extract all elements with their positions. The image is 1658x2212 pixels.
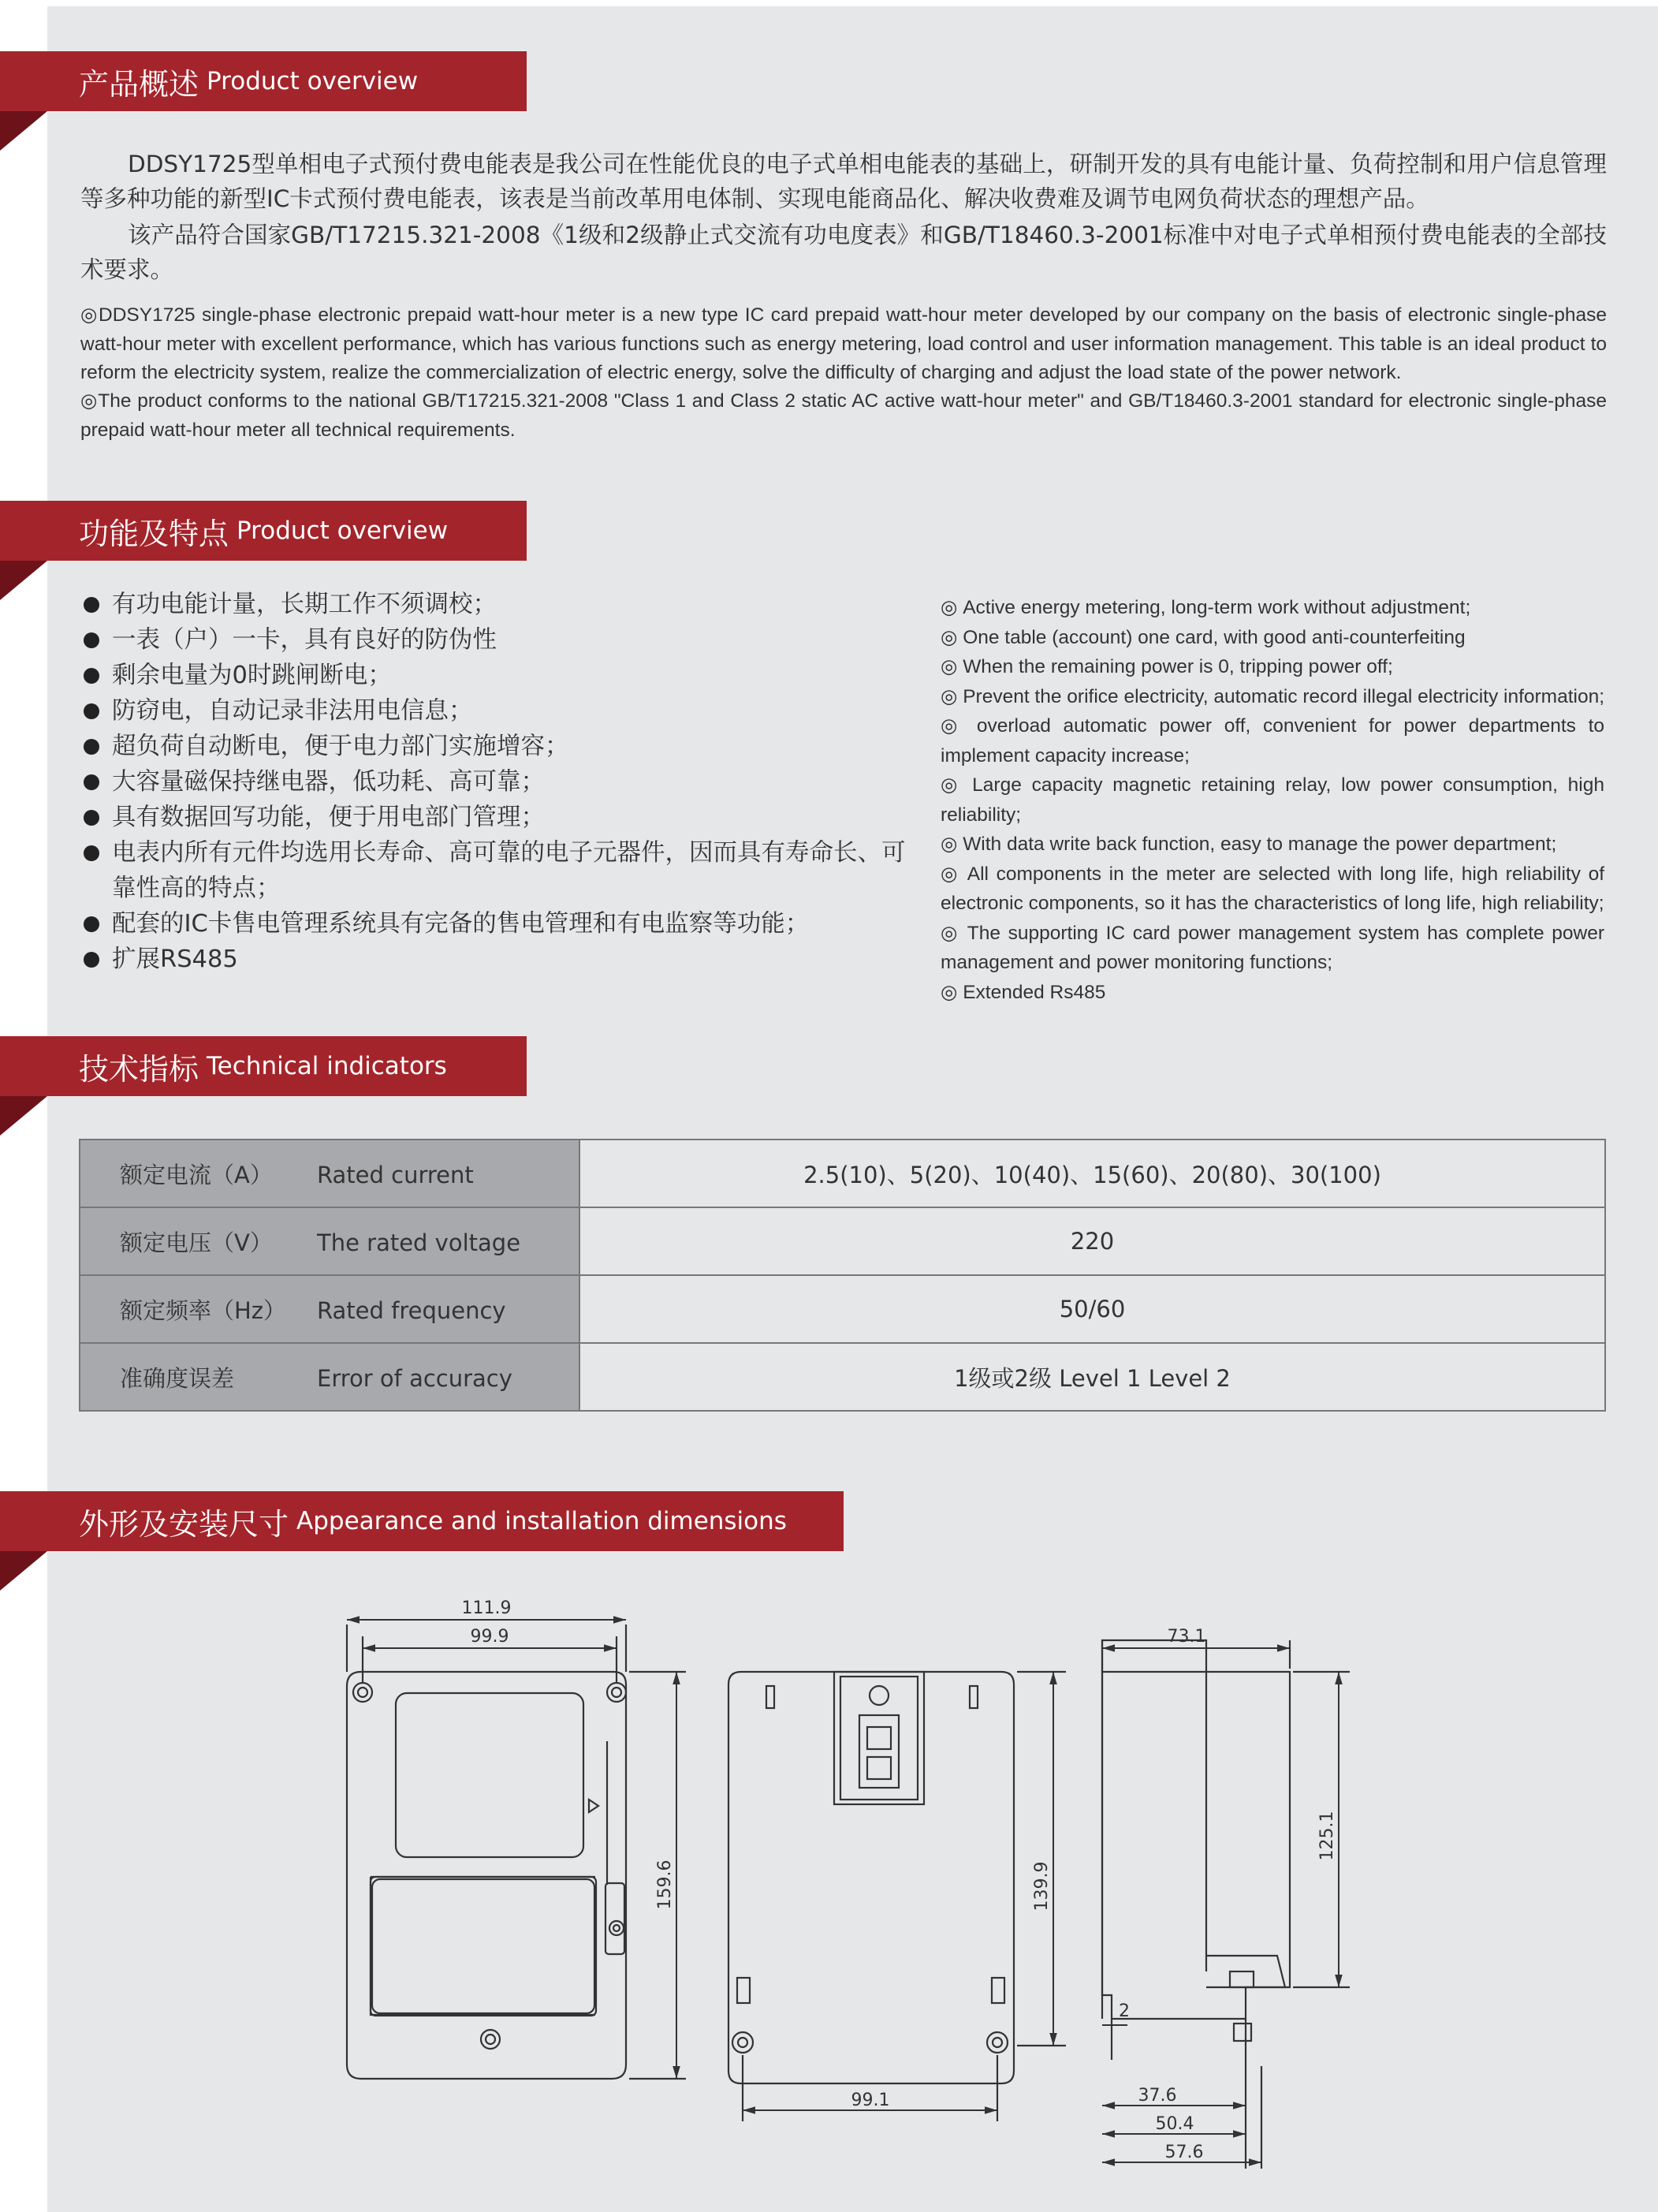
dim-label-back-height: 139.9 <box>1032 1861 1052 1912</box>
section-title-en: Technical indicators <box>207 1052 447 1080</box>
spec-value: 220 <box>579 1207 1605 1275</box>
section-title-en: Product overview <box>237 517 449 545</box>
spec-label-en: Rated frequency <box>317 1296 506 1324</box>
dim-label-side-height: 125.1 <box>1317 1811 1337 1861</box>
feature-item-zh: 电表内所有元件均选用长寿命、高可靠的电子元器件，因而具有寿命长、可靠性高的特点； <box>80 835 908 906</box>
dim-label-front-width-inner: 99.9 <box>470 1627 509 1647</box>
section-title-zh: 产品概述 <box>79 66 199 102</box>
feature-item-en: ◎ One table (account) one card, with good anti-counterfeiting <box>941 623 1604 653</box>
spec-label-en: The rated voltage <box>317 1229 521 1256</box>
feature-item-zh: 具有数据回写功能，便于用电部门管理； <box>80 800 908 835</box>
feature-item-zh: 一表（户）一卡，具有良好的防伪性 <box>80 622 908 658</box>
feature-item-en: ◎ Prevent the orifice electricity, automatic record illegal electricity information; <box>941 682 1604 712</box>
spec-label-en: Rated current <box>317 1161 474 1188</box>
dim-label-front-width-outer: 111.9 <box>461 1598 512 1618</box>
feature-item-en: ◎ Active energy metering, long-term work without adjustment; <box>941 593 1604 623</box>
feature-item-en: ◎ overload automatic power off, convenient for power departments to implement capacity increase; <box>941 711 1604 770</box>
dim-label-side-d1: 37.6 <box>1138 2086 1177 2106</box>
feature-item-en: ◎ Large capacity magnetic retaining relay, low power consumption, high reliability; <box>941 770 1604 830</box>
section-title-en: Product overview <box>207 67 419 95</box>
spec-label-zh: 额定电压（V） <box>120 1229 273 1256</box>
section-title-en: Appearance and installation dimensions <box>296 1507 787 1535</box>
dim-label-side-step: 2 <box>1119 2001 1130 2021</box>
feature-item-zh: 剩余电量为0时跳闸断电； <box>80 658 908 693</box>
feature-item-zh: 扩展RS485 <box>80 942 908 977</box>
overview-paragraph-zh-2: 该产品符合国家GB/T17215.321-2008《1级和2级静止式交流有功电度表》和GB/T18460.3-2001标准中对电子式单相预付费电能表的全部技术要求。 <box>80 222 1607 283</box>
spec-value: 2.5(10)、5(20)、10(40)、15(60)、20(80)、30(100) <box>579 1140 1605 1207</box>
feature-item-en: ◎ When the remaining power is 0, tripping power off; <box>941 652 1604 682</box>
spec-label-zh: 额定频率（Hz） <box>120 1296 287 1324</box>
dim-label-side-width: 73.1 <box>1167 1627 1206 1647</box>
spec-value: 50/60 <box>579 1275 1605 1343</box>
feature-item-en: ◎ All components in the meter are selected with long life, high reliability of electronic components, so it has the characteristics of long life, high reliability; <box>941 860 1604 919</box>
feature-item-zh: 有功电能计量，长期工作不须调校； <box>80 587 908 622</box>
section-title-zh: 技术指标 <box>79 1051 199 1087</box>
feature-item-zh: 大容量磁保持继电器，低功耗、高可靠； <box>80 764 908 800</box>
back-view-drawing <box>728 1672 1066 2121</box>
overview-paragraph-en-1: ◎DDSY1725 single-phase electronic prepaid watt-hour meter is a new type IC card prepaid watt-hour meter developed by our company on the basis of electronic single-phase watt-hour meter with excellent performance, which has various functions such as energy metering, load control and user information management. This table is an ideal product to reform the electricity system, realize the commercialization of electric energy, solve the difficulty of charging and adjust the load state of the power network. <box>80 304 1607 383</box>
overview-paragraph-en-2: ◎The product conforms to the national GB/T17215.321-2008 "Class 1 and Class 2 static AC active watt-hour meter" and GB/T18460.3-2001 standard for electronic single-phase prepaid watt-hour meter all technical requirements. <box>80 390 1607 441</box>
feature-item-zh: 防窃电，自动记录非法用电信息； <box>80 693 908 729</box>
front-view-drawing <box>347 1624 686 2079</box>
dim-label-back-width: 99.1 <box>851 2091 890 2110</box>
section-title-zh: 功能及特点 <box>79 516 229 551</box>
spec-label-zh: 额定电流（A） <box>120 1161 273 1188</box>
spec-label-zh: 准确度误差 <box>120 1364 235 1392</box>
feature-item-zh: 配套的IC卡售电管理系统具有完备的售电管理和有电监察等功能； <box>80 906 908 942</box>
feature-item-en: ◎ Extended Rs485 <box>941 978 1604 1008</box>
dim-label-side-d3: 57.6 <box>1164 2143 1204 2162</box>
feature-item-en: ◎ With data write back function, easy to manage the power department; <box>941 830 1604 860</box>
overview-paragraph-zh-1: DDSY1725型单相电子式预付费电能表是我公司在性能优良的电子式单相电能表的基础上，研制开发的具有电能计量、负荷控制和用户信息管理等多种功能的新型IC卡式预付费电能表，该表是当前改革用电体制、实现电能商品化、解决收费难及调节电网负荷状态的理想产品。 <box>80 151 1607 212</box>
feature-item-en: ◎ The supporting IC card power management system has complete power management and power monitoring functions; <box>941 919 1604 978</box>
section-title-zh: 外形及安装尺寸 <box>79 1506 289 1542</box>
spec-label-en: Error of accuracy <box>317 1364 512 1392</box>
dimension-lines <box>347 1620 1339 2162</box>
spec-value: 1级或2级 Level 1 Level 2 <box>579 1343 1605 1411</box>
feature-item-zh: 超负荷自动断电，便于电力部门实施增容； <box>80 729 908 764</box>
dim-label-front-height: 159.6 <box>655 1859 675 1910</box>
dim-label-side-d2: 50.4 <box>1155 2114 1194 2134</box>
